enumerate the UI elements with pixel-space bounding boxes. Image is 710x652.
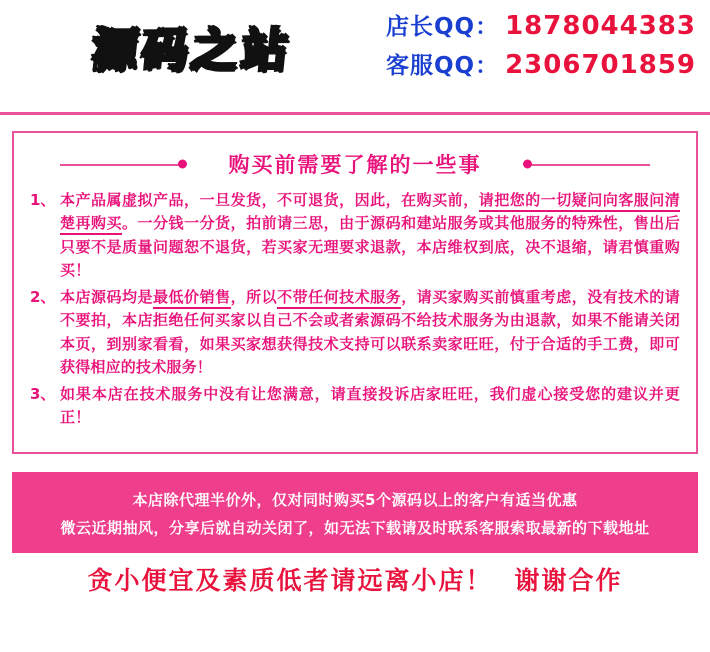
contact-row-support	[386, 47, 696, 80]
notice-item-text: 本店源码均是最低价销售，所以不带任何技术服务，请买家购买前慎重考虑，没有技术的请不要拍，本店拒绝任何买家以自己不会或者索源码不给技术服务为由退款，如果不能请关闭本页，到别家看看，如果买家想获得技术支持可以联系卖家旺旺，付于合适的手工费，即可获得相应的技术服务！	[60, 288, 680, 376]
notice-item-number: 3、	[30, 385, 56, 403]
title-dot-left-icon	[178, 160, 187, 169]
bottom-warning-main: 贪小便宜及素质低者请远离小店！	[87, 565, 493, 595]
notice-item-text: 本产品属虚拟产品，一旦发货，不可退货，因此，在购买前，请把您的一切疑问向客服问清楚再购买。一分钱一分货，拍前请三思，由于源码和建站服务或其他服务的特殊性，售出后只要不是质量问题恕不退货，若买家无理要求退款，本店维权到底，决不退缩，请君慎重购买！	[60, 191, 680, 279]
notice-item	[30, 286, 680, 379]
notice-item-number: 2、	[30, 288, 56, 306]
contact-block	[386, 8, 696, 86]
title-dot-right-icon	[523, 160, 532, 169]
notice-title-row	[30, 147, 680, 181]
contact-row-owner	[386, 8, 696, 41]
bottom-strip	[12, 553, 698, 607]
notice-item-number: 1、	[30, 191, 56, 209]
promo-banner	[12, 472, 698, 553]
bottom-warning-text	[87, 566, 622, 595]
promo-line-1: 本店除代理半价外，仅对同时购买5个源码以上的客户有适当优惠	[132, 490, 578, 509]
promo-line-2: 微云近期抽风，分享后就自动关闭了，如无法下载请及时联系客服索取最新的下载地址	[60, 519, 650, 537]
title-rule-right	[530, 164, 650, 166]
support-qq-label: 客服QQ：	[385, 53, 500, 79]
bottom-warning-tail: 谢谢合作	[514, 565, 623, 595]
notice-item-text: 如果本店在技术服务中没有让您满意，请直接投诉店家旺旺，我们虚心接受您的建议并更正！	[60, 385, 680, 427]
notice-box	[12, 131, 698, 454]
header-banner	[0, 0, 710, 115]
notice-title: 购买前需要了解的一些事	[215, 149, 496, 179]
owner-qq-number: 1878044383	[505, 11, 696, 41]
title-rule-left	[60, 164, 180, 166]
support-qq-number: 2306701859	[505, 50, 696, 80]
notice-item	[30, 189, 680, 282]
site-logo: 源码之站	[88, 23, 295, 77]
owner-qq-label: 店长QQ：	[385, 14, 500, 40]
notice-item	[30, 383, 680, 430]
